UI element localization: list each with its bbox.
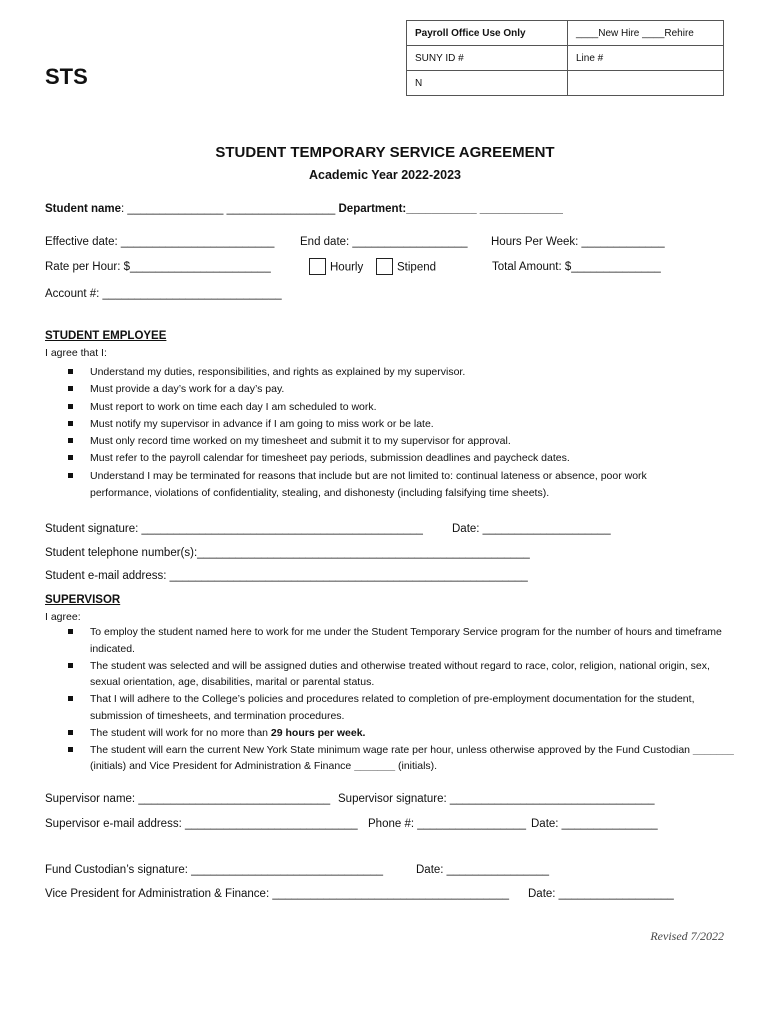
suny-id-field[interactable]: SUNY ID # (407, 46, 568, 71)
student-name-line[interactable]: : _______________ _________________ (121, 203, 339, 215)
blank-cell[interactable] (568, 71, 724, 96)
stipend-label: Stipend (397, 261, 437, 274)
n-number-field[interactable]: N (407, 71, 568, 96)
payroll-office-table (406, 20, 724, 96)
supervisor-email-field[interactable]: Supervisor e-mail address: ___________________________ (45, 818, 358, 830)
vp-initials-field[interactable]: _______ (354, 760, 396, 773)
vp-date-field[interactable]: Date: __________________ (528, 888, 674, 900)
list-item: Must refer to the payroll calendar for timesheet pay periods, submission deadlines and paycheck dates. (45, 450, 705, 467)
rate-per-hour-field[interactable]: Rate per Hour: $______________________ (45, 261, 271, 273)
account-number-field[interactable]: Account #: ____________________________ (45, 288, 282, 300)
list-item: The student was selected and will be assigned duties and otherwise treated without regard to race, color, religion, national origin, sex, sexual orientation, age, disabilities, marital or parental status. (45, 658, 735, 692)
hire-type-field[interactable]: ____New Hire ____Rehire (568, 21, 724, 46)
list-item: Understand my duties, responsibilities, and rights as explained by my supervisor. (45, 364, 705, 381)
supervisor-name-field[interactable]: Supervisor name: ______________________________ (45, 793, 331, 805)
bullet-icon (68, 696, 73, 701)
stipend-option[interactable] (376, 259, 436, 276)
bullet-icon (68, 369, 73, 374)
hourly-option[interactable] (309, 259, 363, 276)
student-signature-date-field[interactable]: Date: ____________________ (452, 523, 611, 535)
bullet-icon (68, 629, 73, 634)
student-email-field[interactable]: Student e-mail address: ________________________________________________________ (45, 570, 528, 582)
supervisor-phone-field[interactable]: Phone #: _________________ (368, 818, 526, 830)
bullet-icon (68, 747, 73, 752)
payroll-office-label: Payroll Office Use Only (407, 21, 568, 46)
stipend-checkbox[interactable] (376, 258, 393, 275)
list-item: Understand I may be terminated for reasons that include but are not limited to: continual lateness or absence, poor work performance, violations of confidentiality, stealing, and dishonesty (including falsifying time sheets). (45, 468, 705, 503)
bullet-icon (68, 663, 73, 668)
list-item: Must provide a day’s work for a day’s pay. (45, 381, 705, 398)
fund-custodian-initials-field[interactable]: _______ (692, 743, 734, 756)
supervisor-heading: SUPERVISOR (45, 594, 121, 606)
academic-year: Academic Year 2022-2023 (309, 168, 461, 182)
list-item: Must only record time worked on my timesheet and submit it to my supervisor for approval. (45, 433, 705, 450)
student-signature-field[interactable]: Student signature: ____________________________________________ (45, 523, 423, 535)
bullet-icon (68, 455, 73, 460)
department-field[interactable]: Department:___________ _____________ (338, 203, 563, 215)
list-item: The student will work for no more than 29 hours per week. (45, 725, 735, 742)
list-item: Must notify my supervisor in advance if I am going to miss work or be late. (45, 416, 705, 433)
student-name-label: Student name (45, 203, 122, 215)
hourly-label: Hourly (330, 261, 364, 274)
supervisor-date-field[interactable]: Date: _______________ (531, 818, 658, 830)
student-employee-heading: STUDENT EMPLOYEE (45, 330, 167, 342)
supervisor-signature-field[interactable]: Supervisor signature: ________________________________ (338, 793, 655, 805)
hourly-checkbox[interactable] (309, 258, 326, 275)
bullet-icon (68, 438, 73, 443)
bullet-icon (68, 386, 73, 391)
bullet-icon (68, 473, 73, 478)
list-item: Must report to work on time each day I am scheduled to work. (45, 399, 705, 416)
hours-per-week-field[interactable]: Hours Per Week: _____________ (491, 236, 665, 248)
end-date-field[interactable]: End date: __________________ (300, 236, 468, 248)
fund-custodian-signature-field[interactable]: Fund Custodian’s signature: ______________________________ (45, 864, 384, 876)
supervisor-intro: I agree: (45, 611, 81, 623)
student-employee-intro: I agree that I: (45, 347, 107, 359)
bullet-icon (68, 404, 73, 409)
form-title: STUDENT TEMPORARY SERVICE AGREEMENT (215, 144, 555, 161)
student-name-field[interactable] (45, 203, 563, 215)
vp-signature-field[interactable]: Vice President for Administration & Finance: _____________________________________ (45, 888, 509, 900)
student-telephone-field[interactable]: Student telephone number(s):____________________________________________________ (45, 547, 530, 559)
student-employee-list (45, 364, 705, 502)
total-amount-field[interactable]: Total Amount: $______________ (492, 261, 661, 273)
supervisor-list (45, 624, 735, 775)
form-code-logo: STS (45, 64, 88, 89)
list-item: That I will adhere to the College’s policies and procedures related to completion of pre-employment documentation for the student, submission of timesheets, and termination procedures. (45, 691, 735, 725)
revision-date: Revised 7/2022 (650, 929, 724, 943)
max-hours-text: 29 hours per week. (270, 726, 366, 739)
list-item: To employ the student named here to work for me under the Student Temporary Service program for the number of hours and timeframe indicated. (45, 624, 735, 658)
list-item: The student will earn the current New York State minimum wage rate per hour, unless otherwise approved by the Fund Custodian _______ (initials) and Vice President for Administration & Finance _______ (initials). (45, 742, 735, 776)
line-number-field[interactable]: Line # (568, 46, 724, 71)
bullet-icon (68, 421, 73, 426)
fund-custodian-date-field[interactable]: Date: ________________ (416, 864, 550, 876)
effective-date-field[interactable]: Effective date: ________________________ (45, 236, 275, 248)
bullet-icon (68, 730, 73, 735)
